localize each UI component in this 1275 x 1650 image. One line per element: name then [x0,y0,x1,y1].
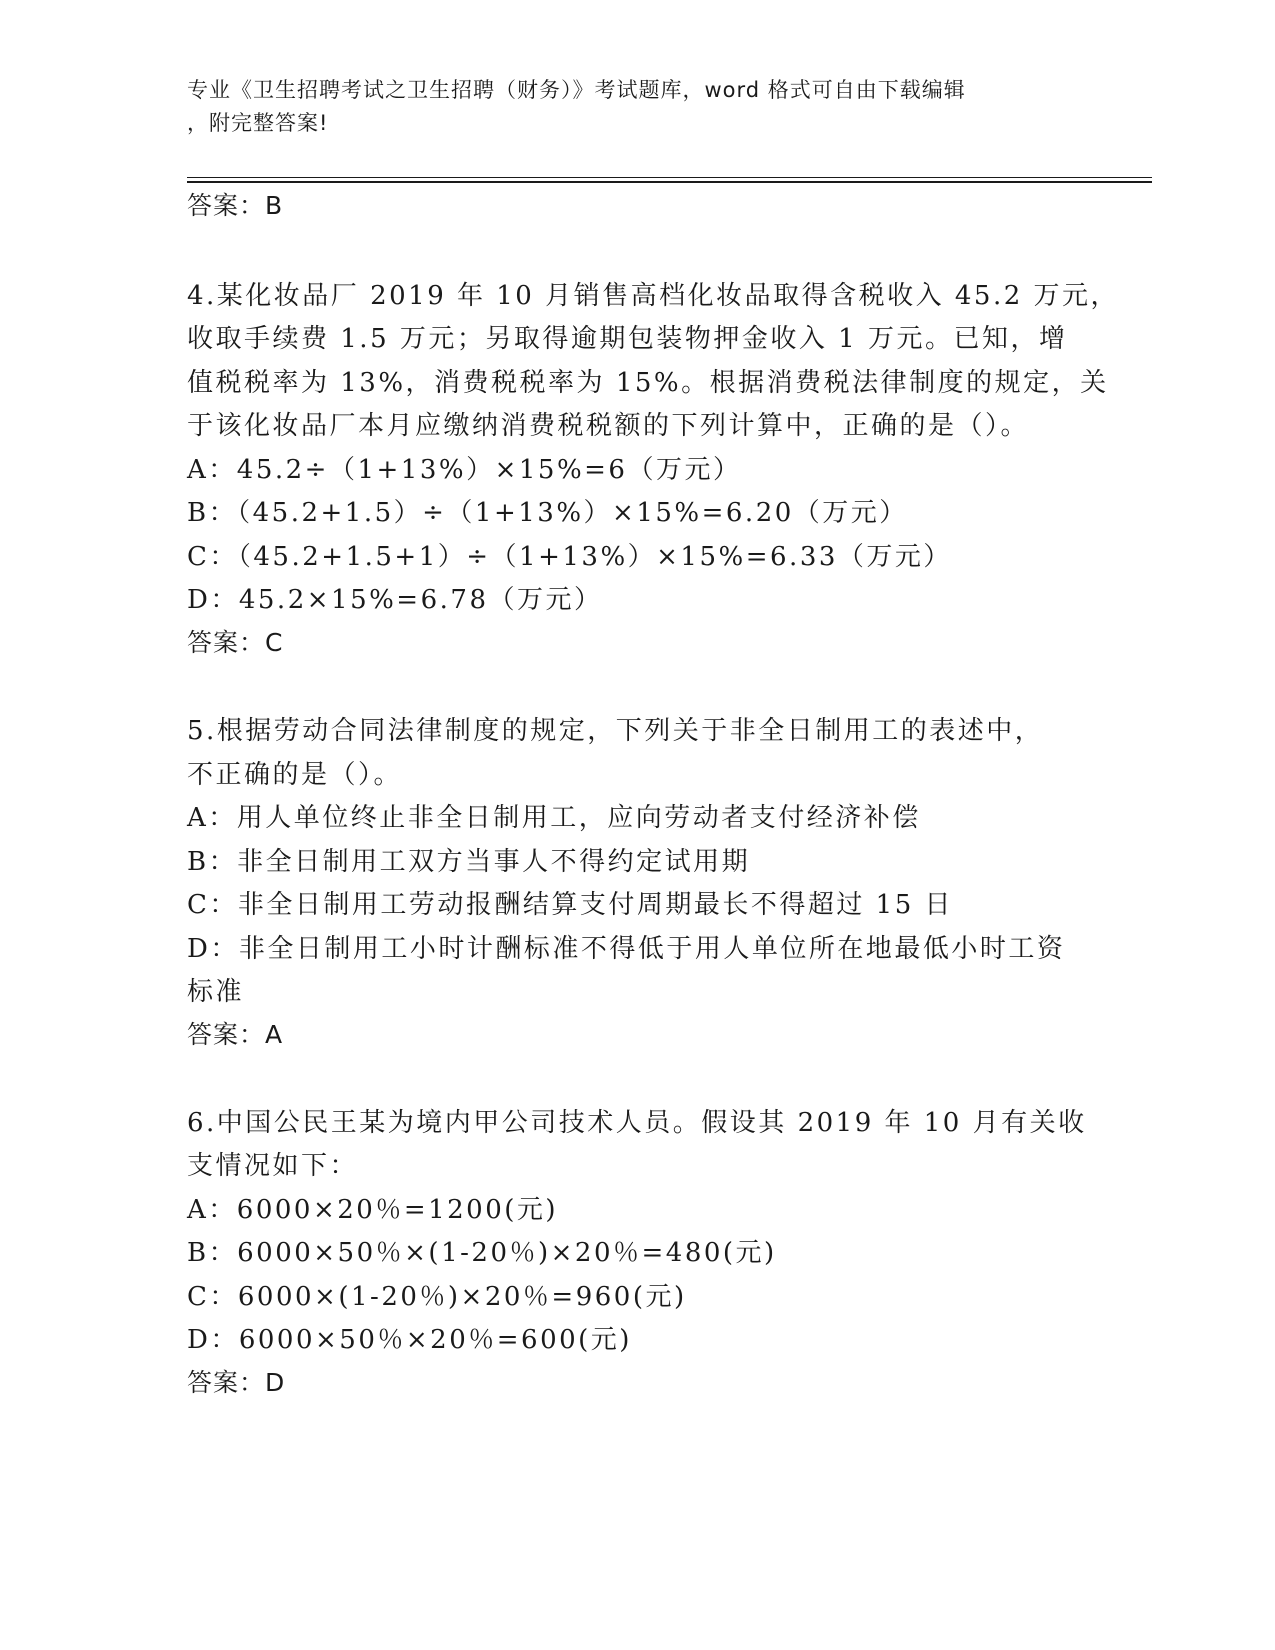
question-4-option-d: D：45.2×15%=6.78（万元） [187,585,603,615]
question-5-option-a: A：用人单位终止非全日制用工，应向劳动者支付经济补偿 [187,803,921,833]
header-line-1: 专业《卫生招聘考试之卫生招聘（财务）》考试题库，word 格式可自由下载编辑 [187,78,966,102]
question-6-option-b: B：6000×50％×(1-20％)×20％=480(元) [187,1238,777,1268]
header-line-2: ，附完整答案! [187,111,329,135]
question-5-line-1: 5.根据劳动合同法律制度的规定，下列关于非全日制用工的表述中， [187,716,1044,746]
question-6-line-1: 6.中国公民王某为境内甲公司技术人员。假设其 2019 年 10 月有关收 [187,1108,1087,1138]
question-6-option-d: D：6000×50％×20％=600(元) [187,1325,632,1355]
question-4-option-b: B：（45.2+1.5）÷（1+13%）×15%=6.20（万元） [187,498,908,528]
question-4-answer: 答案：C [187,628,284,657]
question-4-option-c: C：（45.2+1.5+1）÷（1+13%）×15%=6.33（万元） [187,542,952,572]
header-rule-thin [187,177,1152,178]
header-rule-thick [187,181,1152,183]
question-6-option-a: A：6000×20％=1200(元) [187,1195,559,1225]
question-4-line-2: 收取手续费 1.5 万元；另取得逾期包装物押金收入 1 万元。已知，增 [187,324,1068,354]
question-6-option-c: C：6000×(1-20％)×20％=960(元) [187,1282,687,1312]
question-5-option-d-cont: 标准 [187,977,245,1007]
question-4-line-1: 4.某化妆品厂 2019 年 10 月销售高档化妆品取得含税收入 45.2 万元， [187,281,1120,311]
question-5-line-2: 不正确的是（）。 [187,760,403,790]
question-4-option-a: A：45.2÷（1+13%）×15%=6（万元） [187,455,742,485]
question-5-option-c: C：非全日制用工劳动报酬结算支付周期最长不得超过 15 日 [187,890,954,920]
question-5-answer: 答案：A [187,1020,284,1049]
question-5-option-b: B：非全日制用工双方当事人不得约定试用期 [187,847,751,877]
question-4-line-3: 值税税率为 13%，消费税税率为 15%。根据消费税法律制度的规定，关 [187,368,1109,398]
page-header [187,74,1087,140]
question-5-option-d: D：非全日制用工小时计酬标准不得低于用人单位所在地最低小时工资 [187,934,1066,964]
question-6-line-2: 支情况如下： [187,1151,359,1181]
question-4-line-4: 于该化妆品厂本月应缴纳消费税税额的下列计算中，正确的是（）。 [187,411,1030,441]
question-6-answer: 答案：D [187,1368,286,1397]
answer-previous: 答案：B [187,191,284,220]
